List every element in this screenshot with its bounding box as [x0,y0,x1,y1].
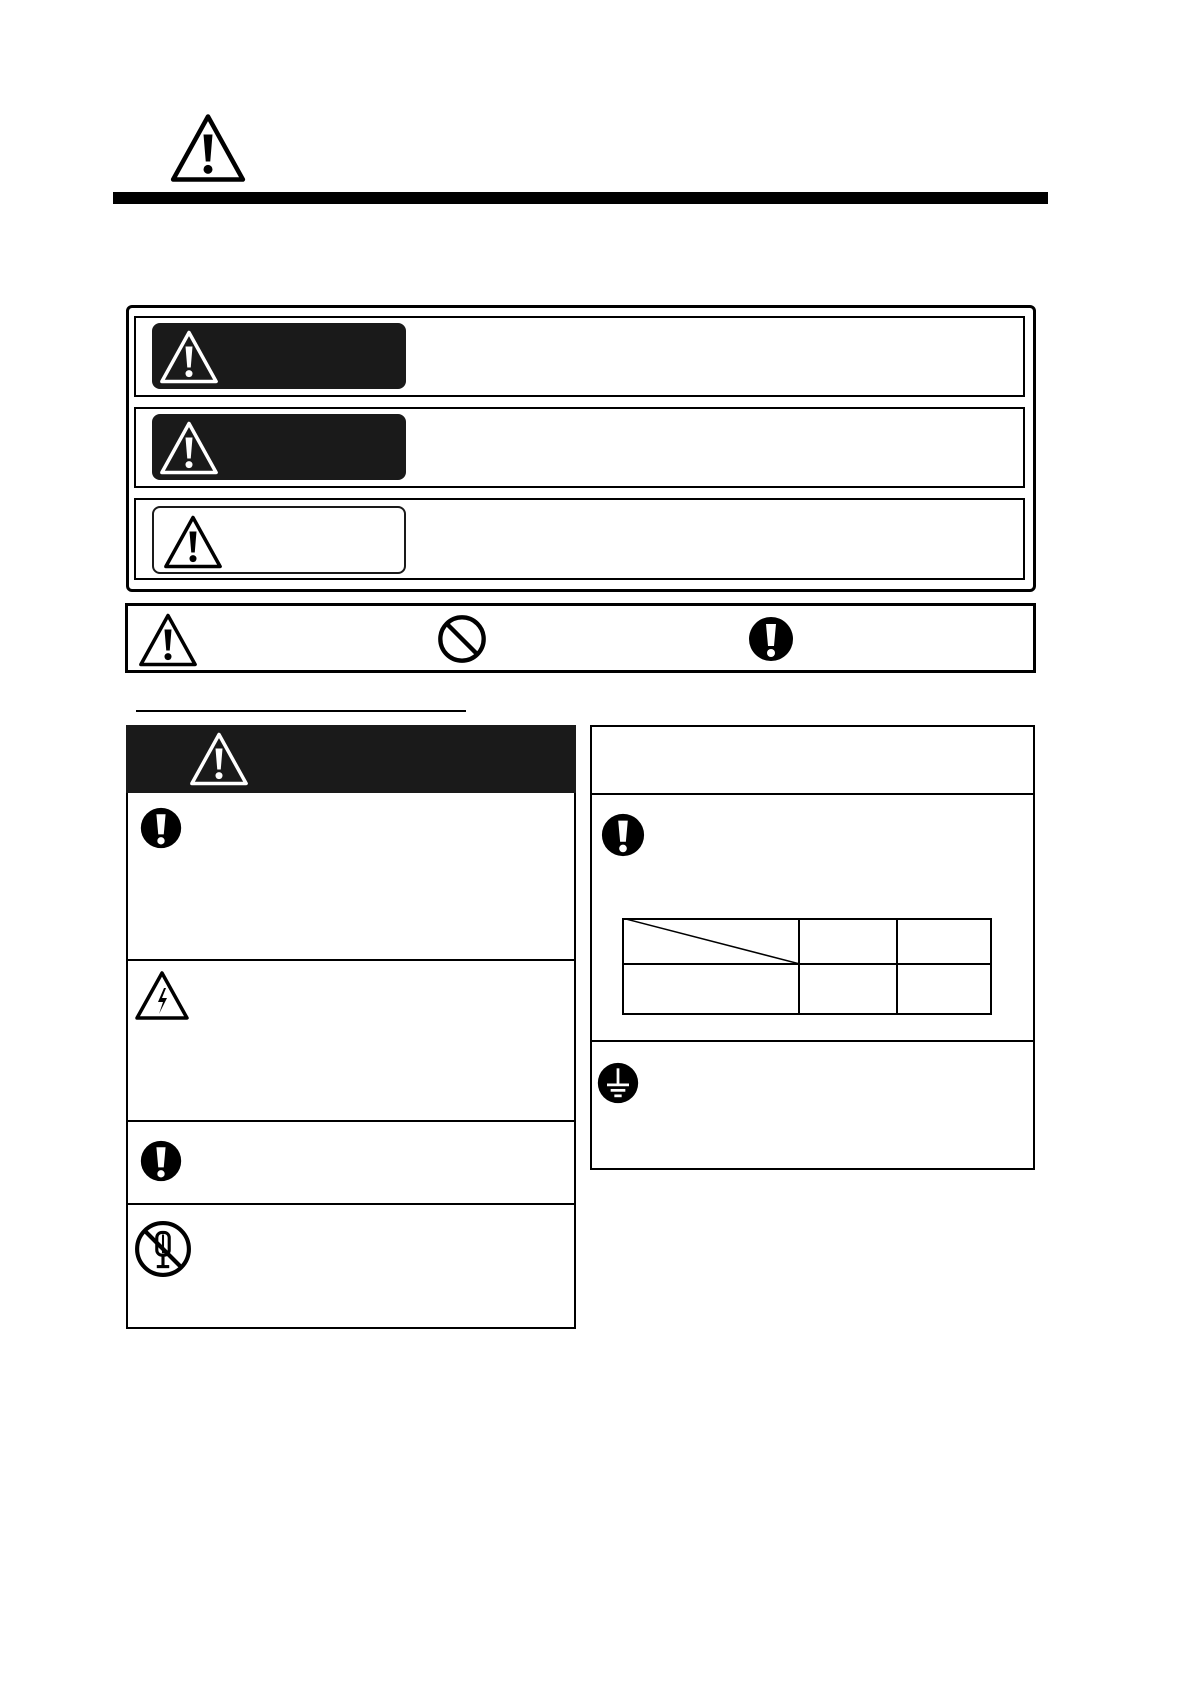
right-divider-2 [590,1040,1035,1042]
symbol-legend-bar [125,603,1036,673]
warning-triangle-icon [158,420,220,476]
warning-triangle-icon [158,329,220,385]
table-col-divider-2 [896,918,898,1015]
signal-badge-2 [152,414,406,480]
left-divider-3 [126,1203,576,1205]
mandatory-action-icon [600,812,646,858]
left-panel-header [126,725,576,793]
signal-badge-3 [152,506,406,574]
ground-icon [596,1061,640,1105]
signal-badge-1 [152,323,406,389]
electric-shock-icon [134,970,190,1022]
title-warning-icon [168,112,248,184]
warning-triangle-icon [137,612,199,668]
left-divider-2 [126,1120,576,1122]
no-disassembly-icon [134,1220,192,1278]
right-divider-1 [590,793,1035,795]
left-warning-panel [126,725,576,1329]
table-diagonal [622,918,800,964]
mandatory-action-icon [139,1139,183,1183]
warning-triangle-icon [188,731,250,787]
mandatory-action-icon [747,615,795,663]
mandatory-action-icon [139,806,183,850]
section-underline [136,710,466,712]
warning-triangle-icon [162,514,224,570]
title-rule [113,192,1048,204]
left-divider-1 [126,959,576,961]
prohibition-icon [436,613,488,665]
